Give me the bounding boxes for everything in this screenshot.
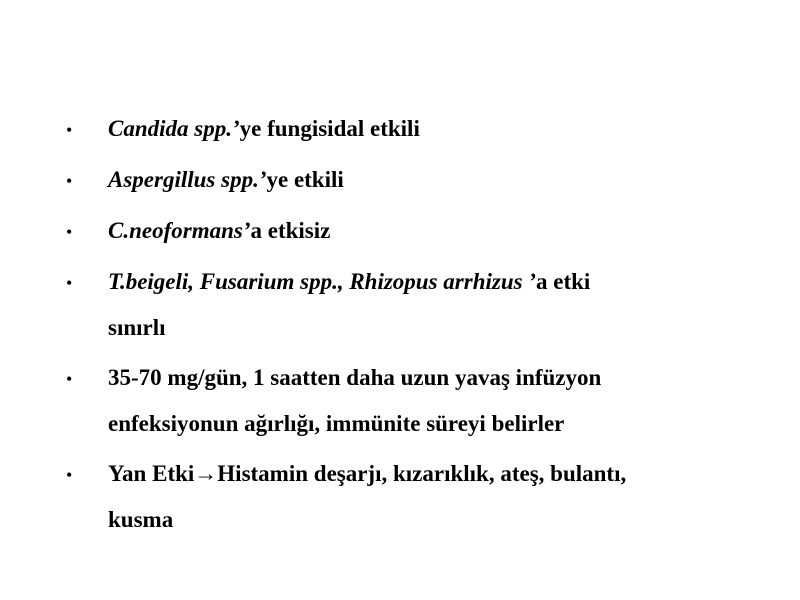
organism-name: C.neoformans’ — [108, 218, 251, 243]
item-rest: a etkisiz — [250, 218, 331, 243]
organism-name: Aspergillus spp.’ — [108, 167, 267, 192]
item-rest: a etki — [535, 269, 591, 294]
item-text: 35-70 mg/gün, 1 saatten daha uzun yavaş infüzyon — [108, 365, 602, 390]
item-rest: ye fungisidal etkili — [239, 116, 420, 141]
bullet-icon: • — [66, 171, 73, 191]
item-text — [108, 462, 626, 485]
item-text-continuation: sınırlı — [108, 315, 166, 340]
arrow-icon: → — [194, 461, 218, 486]
item-text — [108, 270, 590, 293]
organism-name: Candida spp.’ — [108, 116, 240, 141]
bullet-icon: • — [66, 465, 73, 485]
side-effect-label: Yan Etki — [108, 461, 195, 486]
bullet-icon: • — [66, 222, 73, 242]
item-rest: ye etkili — [266, 167, 344, 192]
bullet-icon: • — [66, 120, 73, 140]
item-text-continuation: kusma — [108, 507, 174, 532]
item-text — [108, 117, 420, 140]
item-text — [108, 168, 344, 191]
item-rest: Histamin deşarjı, kızarıklık, ateş, bulantı, — [217, 461, 627, 486]
item-text-continuation: enfeksiyonun ağırlığı, immünite süreyi belirler — [108, 411, 565, 436]
organism-names: T.beigeli, Fusarium spp., Rhizopus arrhizus ’ — [108, 269, 536, 294]
item-text — [108, 219, 330, 242]
bullet-icon: • — [66, 273, 73, 293]
bullet-icon: • — [66, 369, 73, 389]
